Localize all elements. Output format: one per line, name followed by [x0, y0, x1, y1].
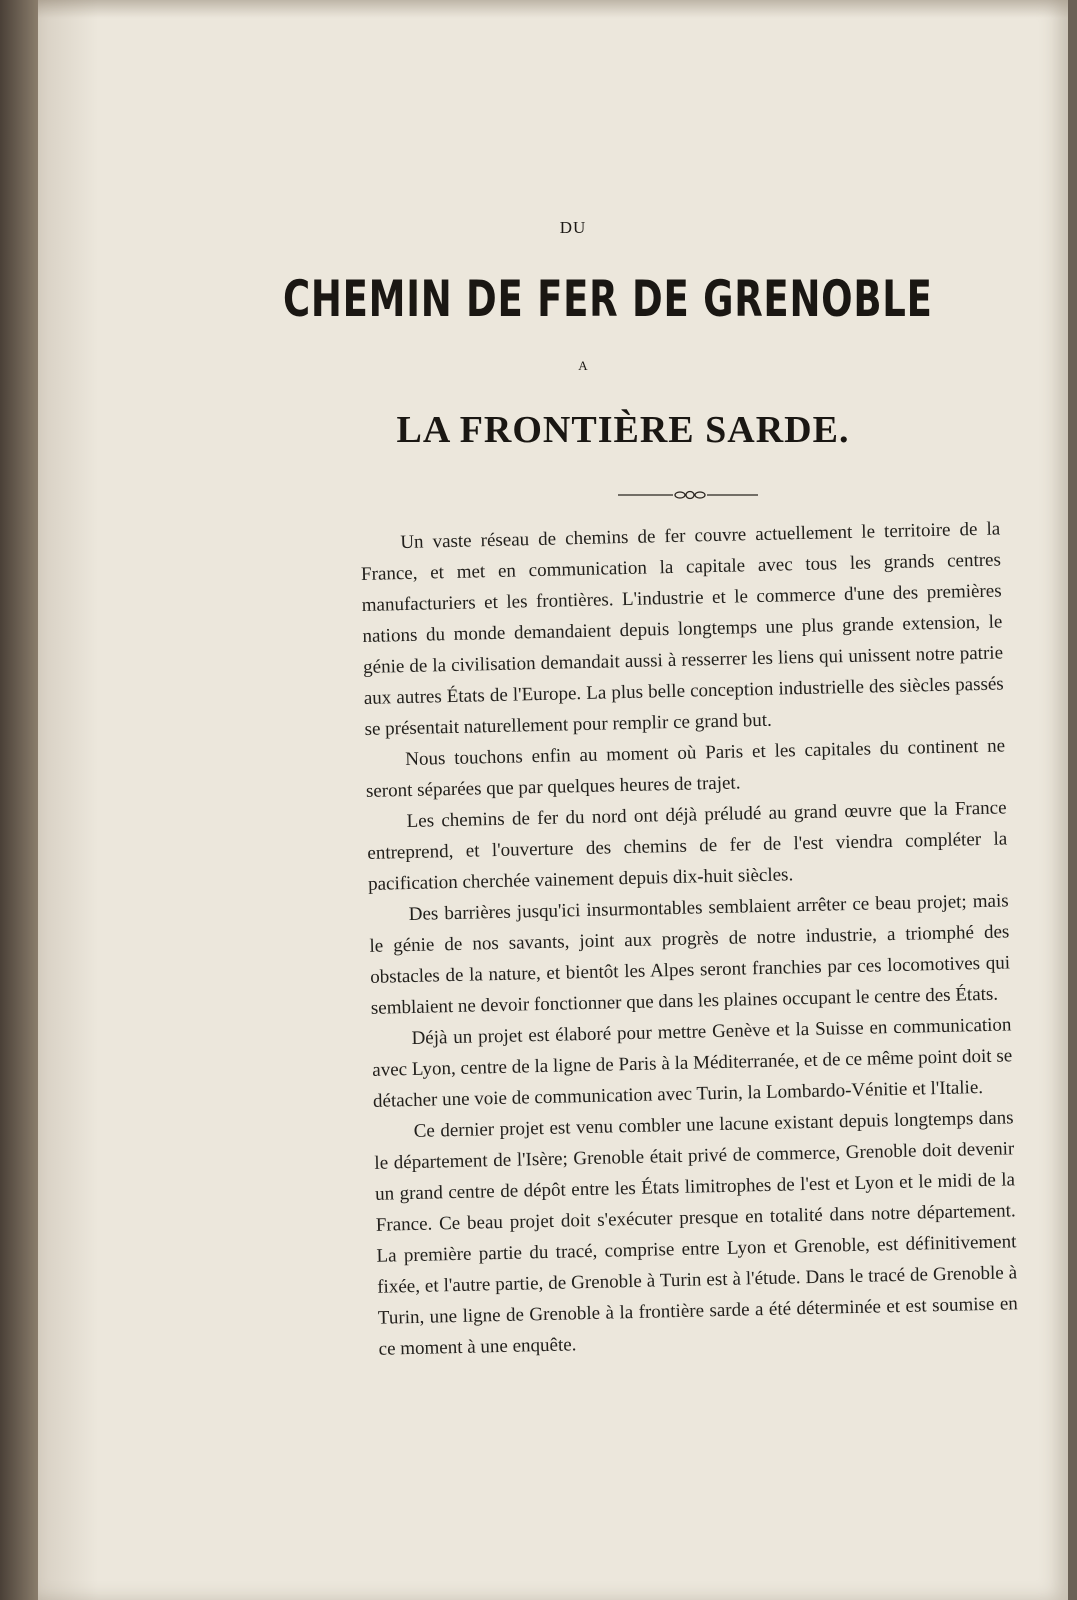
paragraph: Déjà un projet est élaboré pour mettre Genève et la Suisse en communication avec Lyon, centre de la ligne de Paris à la Méditerranée, et de ce même point doit se détacher une voie de communication avec Turin, la Lombardo-Vénitie et l'Italie. [372, 1014, 1013, 1112]
paragraph: Un vaste réseau de chemins de fer couvre actuellement le territoire de la France, et met en communication la capitale avec tous les grands centres manufacturiers et les frontières. L'industrie et le commerce d'une des premières nations du monde demandaient depuis longtemps une plus grande extension, le génie de la civilisation demandait aussi à resserrer les liens qui unissent notre patrie aux autres États de l'Europe. La plus belle conception industrielle des siècles passés se présentait naturellement pour remplir ce grand but. [360, 518, 1004, 740]
paragraph: Des barrières jusqu'ici insurmontables semblaient arrêter ce beau projet; mais le génie de nos savants, joint aux progrès de notre industrie, a triomphé des obstacles de la nature, et bientôt les Alpes seront franchies par ces locomotives qui semblaient ne devoir fonctionner que dans les plaines occupant le centre des États. [369, 890, 1011, 1019]
pre-title: DU [559, 218, 587, 237]
paragraph: Les chemins de fer du nord ont déjà préludé au grand œuvre que la France entreprend, et l'ouverture des chemins de fer de l'est viendra compléter la pacification cherchée vainement depuis dix-huit siècles. [367, 797, 1008, 895]
page-title: CHEMIN DE FER DE GRENOBLE [283, 270, 933, 328]
book-gutter [0, 0, 38, 1600]
document-page [38, 0, 1068, 1600]
page-subtitle: LA FRONTIÈRE SARDE. [396, 409, 850, 451]
paragraph: Nous touchons enfin au moment où Paris et les capitales du continent ne seront séparées que par quelques heures de trajet. [365, 735, 1006, 802]
ornament-divider-icon [618, 488, 758, 502]
title-connector: A [578, 358, 588, 373]
body-text [360, 513, 1019, 1364]
paragraph: Ce dernier projet est venu combler une lacune existant depuis longtemps dans le département de l'Isère; Grenoble était privé de commerce, Grenoble doit devenir un grand centre de dépôt entre les États limitrophes de l'est et Lyon et le midi de la France. Ce beau projet doit s'exécuter presque en totalité dans notre département. La première partie du tracé, comprise entre Lyon et Grenoble, est définitivement fixée, et l'autre partie, de Grenoble à Turin est à l'étude. Dans le tracé de Grenoble à Turin, une ligne de Grenoble à la frontière sarde a été déterminée et est soumise en ce moment à une enquête. [374, 1107, 1019, 1360]
